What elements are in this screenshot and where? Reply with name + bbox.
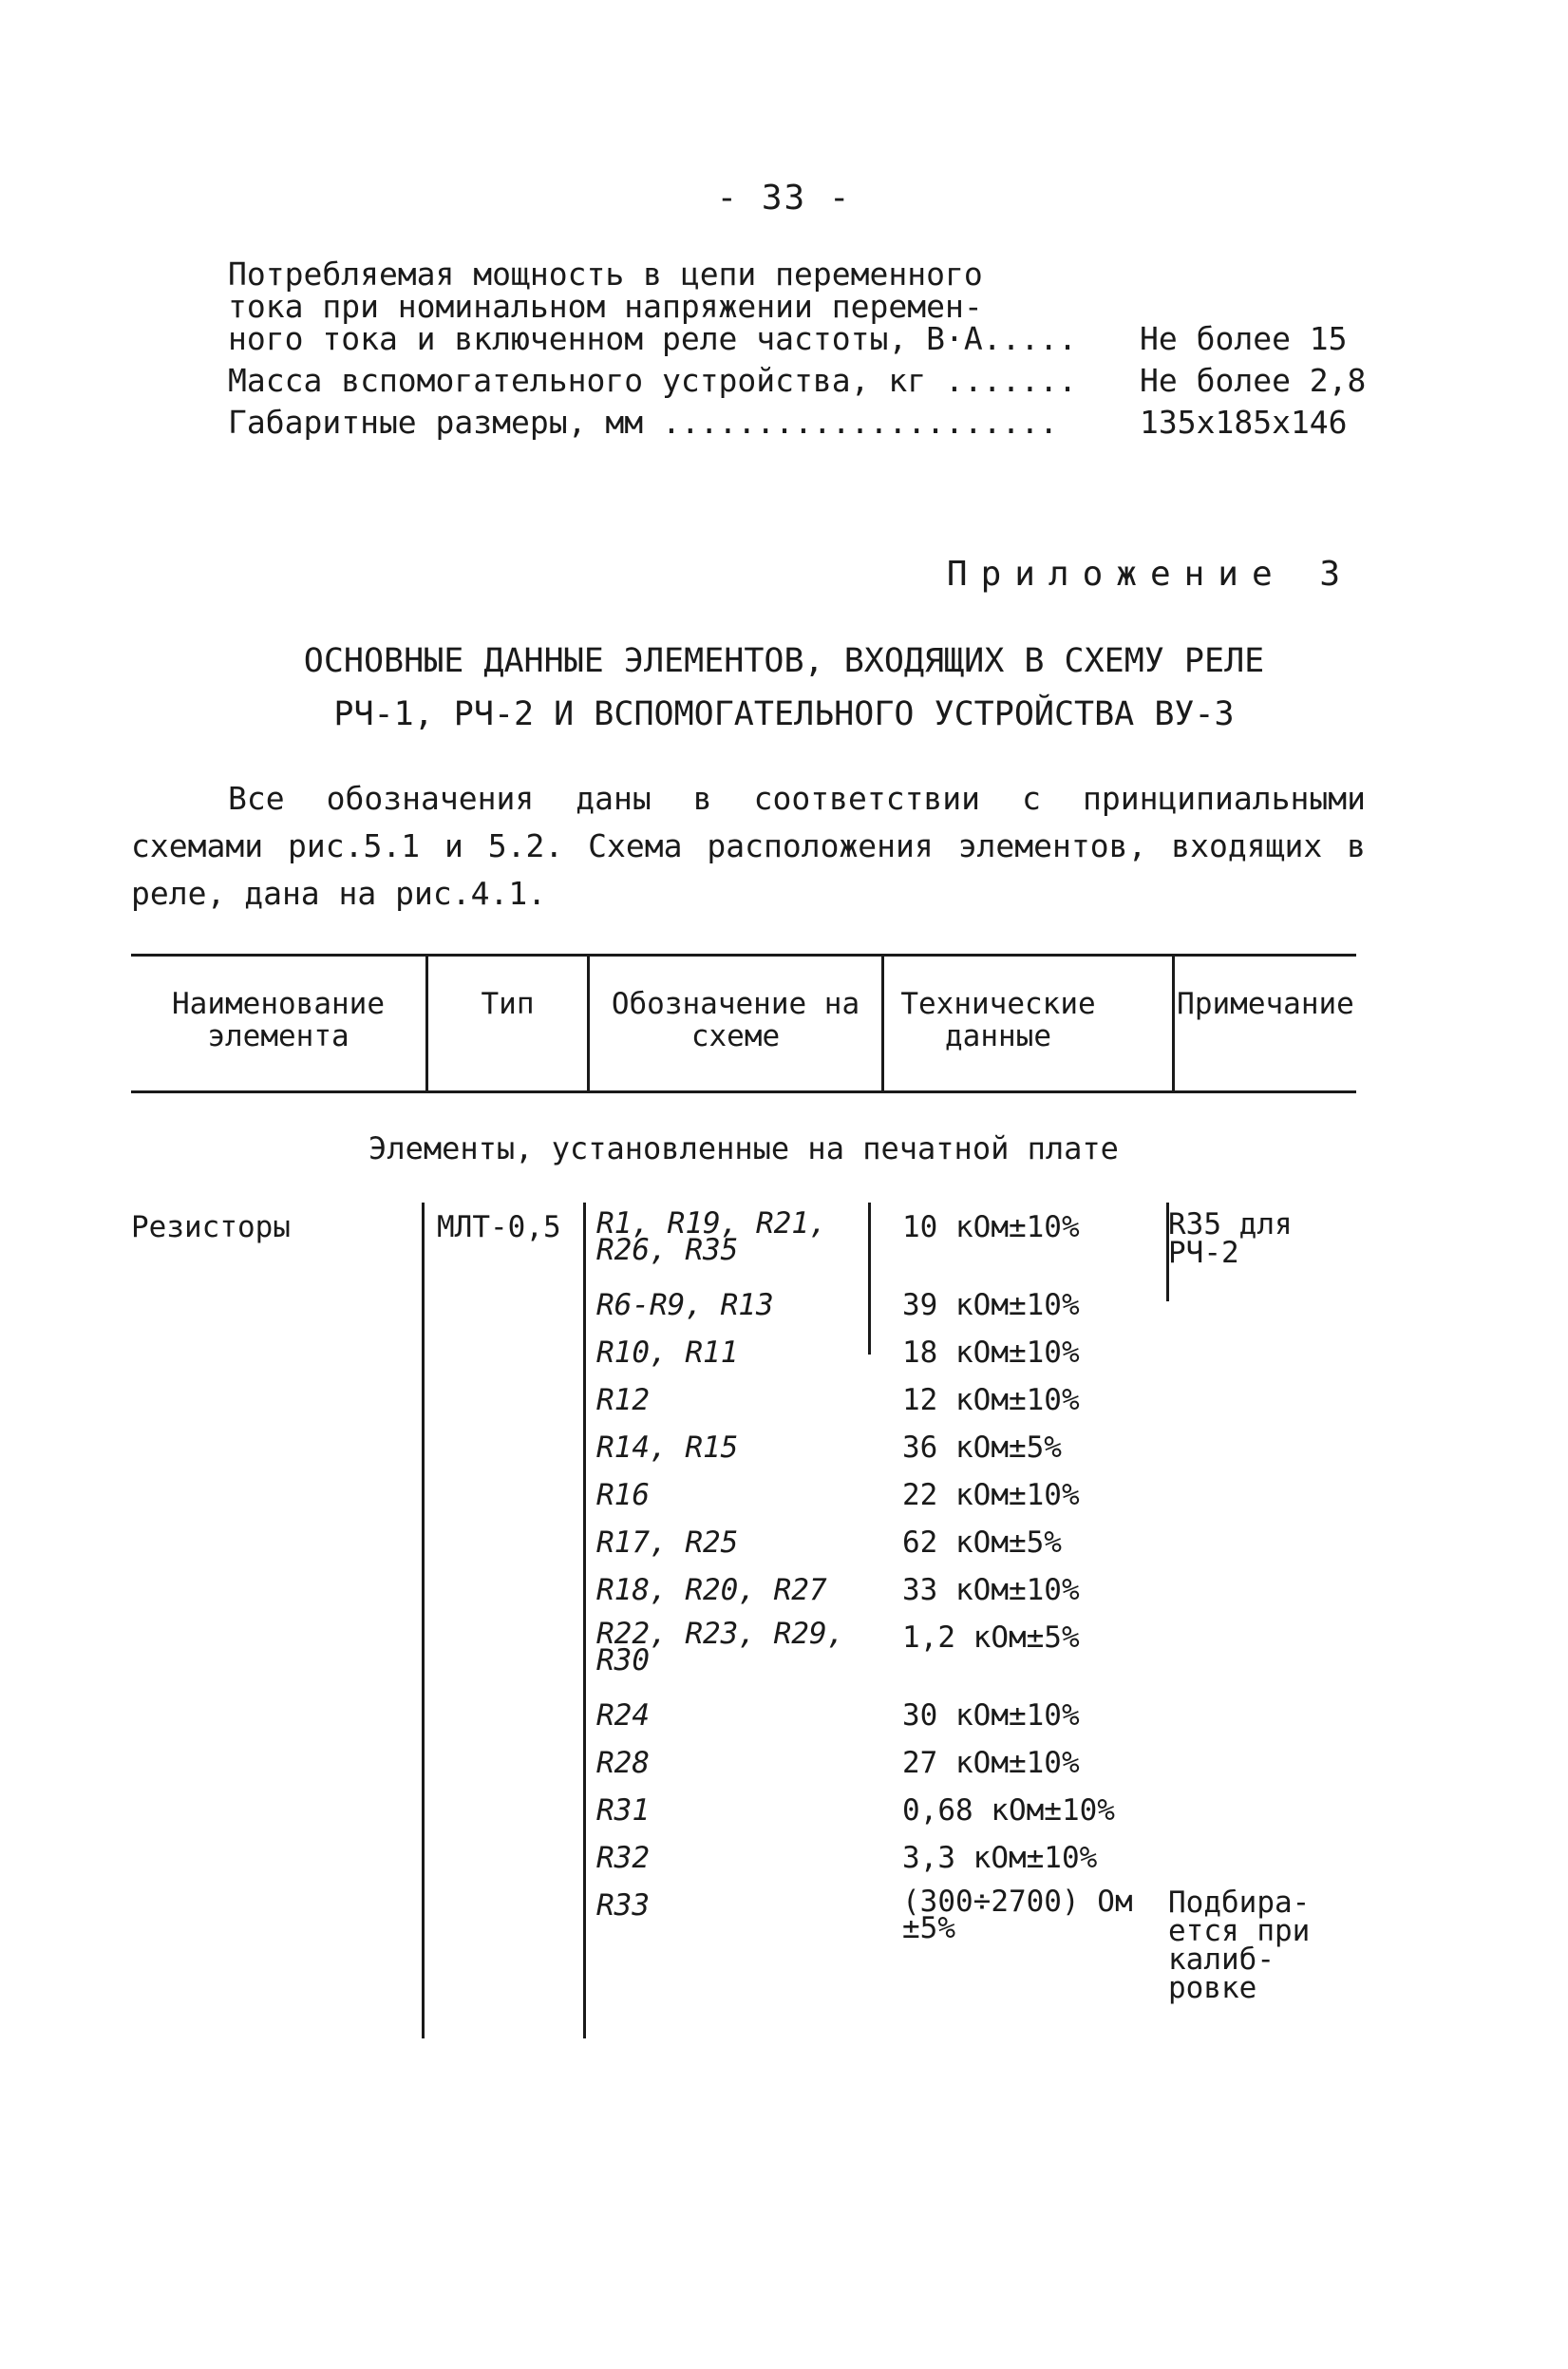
spec-label: Потребляемая мощность в цепи переменного тока при номинальном напряжении перемен- ного тока и включенном реле частоты, В·А..... [228,256,1078,357]
cell-data: 12 кОм±10% [902,1383,1080,1417]
cell-designation: R16 [596,1478,650,1512]
table-row [131,1617,1356,1677]
table-row [131,1885,1356,2040]
cell-note: R35 для РЧ-2 [1168,1207,1293,1270]
cell-designation: R1, R19, R21, R26, R35 [596,1206,827,1267]
section-heading: Элементы, установленные на печатной плате [368,1130,1119,1166]
specifications-block [228,258,1377,448]
cell-name: Резисторы [131,1210,291,1244]
cell-designation: R14, R15 [596,1431,739,1465]
header-type: Тип [481,987,535,1021]
spec-row-dimensions [228,404,1377,441]
appendix-label: Приложение 3 [946,555,1353,594]
cell-designation: R31 [596,1793,650,1828]
spec-row-power [228,258,1377,355]
header-divider [425,954,428,1090]
cell-designation: R33 [596,1888,650,1923]
cell-data: 36 кОм±5% [902,1431,1062,1465]
cell-designation: R24 [596,1698,650,1733]
cell-designation: R32 [596,1841,650,1875]
table-row [131,1206,1356,1270]
section-title [0,635,1568,741]
cell-note: Подбира- ется при калиб- ровке [1168,1886,1311,2005]
cell-data: 62 кОм±5% [902,1526,1062,1560]
header-name: Наименование элемента [172,987,385,1053]
header-technical-data: Технические данные [900,987,1096,1053]
cell-data: 27 кОм±10% [902,1746,1080,1780]
cell-designation: R17, R25 [596,1526,739,1560]
spec-label: Габаритные размеры, мм ..................... [228,404,1059,441]
intro-paragraph: Все обозначения даны в соответствии с принципиальными схемами рис.5.1 и 5.2. Схема расположения элементов, входящих в реле, дана на рис.4.1. [131,780,1366,912]
cell-data: 0,68 кОм±10% [902,1793,1115,1828]
spec-value: 135х185х146 [1140,404,1348,441]
page-number: - 33 - [716,179,852,218]
spec-row-mass [228,362,1377,399]
cell-type: МЛТ-0,5 [437,1210,561,1244]
cell-data: 22 кОм±10% [902,1478,1080,1512]
cell-data: 30 кОм±10% [902,1698,1080,1733]
table-row [131,1478,1356,1526]
header-designation: Обозначение на схеме [611,987,860,1053]
cell-designation: R22, R23, R29, R30 [596,1617,845,1677]
title-line-2: РЧ-1, РЧ-2 И ВСПОМОГАТЕЛЬНОГО УСТРОЙСТВА ВУ-3 [333,695,1235,733]
spec-label: Масса вспомогательного устройства, кг ....... [228,362,1078,399]
table-row [131,1336,1356,1383]
cell-data: 33 кОм±10% [902,1573,1080,1607]
cell-designation: R12 [596,1383,650,1417]
header-divider [1172,954,1175,1090]
table-row [131,1793,1356,1841]
cell-data: 18 кОм±10% [902,1336,1080,1370]
table-row [131,1746,1356,1793]
header-note: Примечание [1177,987,1354,1021]
spec-value: Не более 2,8 [1140,362,1367,399]
cell-data: 1,2 кОм±5% [902,1620,1080,1655]
cell-data: 39 кОм±10% [902,1288,1080,1322]
header-bottom-rule [131,1090,1356,1093]
cell-data: 3,3 кОм±10% [902,1841,1098,1875]
cell-designation: R10, R11 [596,1336,739,1370]
cell-designation: R18, R20, R27 [596,1573,827,1607]
cell-data: (300÷2700) Ом ±5% [902,1885,1133,1945]
spec-value: Не более 15 [1140,320,1348,357]
table-row [131,1288,1356,1336]
table-row [131,1573,1356,1620]
table-row [131,1841,1356,1888]
table-row [131,1526,1356,1573]
table-row [131,1698,1356,1746]
title-line-1: ОСНОВНЫЕ ДАННЫЕ ЭЛЕМЕНТОВ, ВХОДЯЩИХ В СХЕМУ РЕЛЕ [303,642,1265,680]
table-row [131,1383,1356,1431]
cell-designation: R6-R9, R13 [596,1288,774,1322]
cell-designation: R28 [596,1746,650,1780]
cell-data: 10 кОм±10% [902,1210,1080,1244]
table-row [131,1431,1356,1478]
